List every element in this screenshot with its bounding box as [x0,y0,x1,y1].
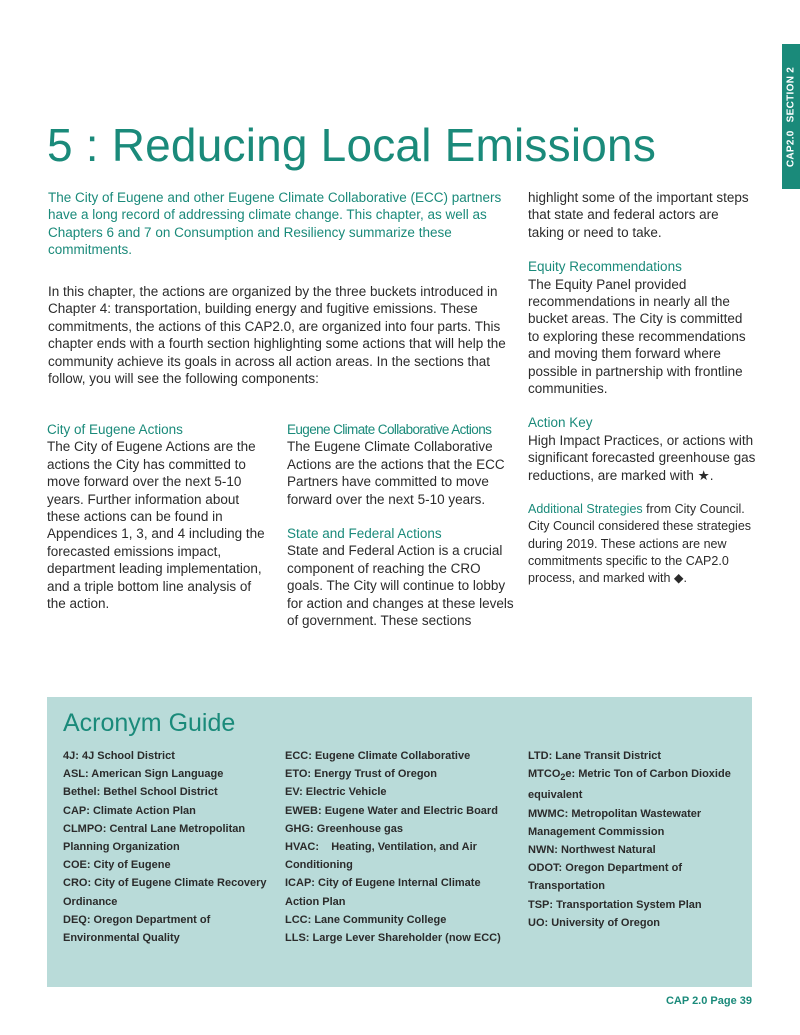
acronym-item: ECC: Eugene Climate Collaborative [285,750,471,762]
page-title: 5 : Reducing Local Emissions [47,119,657,171]
acronym-guide [47,697,752,987]
acronym-item: EWEB: Eugene Water and Electric Board [285,804,498,817]
acronym-item: TSP: Transportation System Plan [528,898,702,911]
equity-heading: Equity Recommendations [528,259,682,275]
acronym-item: CLMPO: Central Lane Metropolitan Planning Organization [63,822,246,854]
state-federal-text: State and Federal Action is a crucial component of reaching the CRO goals. The City will continue to lobby for action and changes at these levels of government. These sections [287,543,514,629]
equity-text: The Equity Panel provided recommendations in nearly all the bucket areas. The City is committed to exploring these recommendations and moving them forward where possible in partnership with frontline communities. [528,276,746,397]
column-right [528,189,756,587]
star-icon: ★ [697,467,710,483]
acronym-item: 4J: 4J School District [63,750,175,762]
ecc-actions-text: The Eugene Climate Collaborative Actions are the actions that the ECC Partners have committed to move forward over the next 5-10 years. [287,439,505,507]
acronym-item: CRO: City of Eugene Climate Recovery Ordinance [63,877,267,908]
intro-paragraph: The City of Eugene and other Eugene Climate Collaborative (ECC) partners have a long record of addressing climate change. This chapter, as well as Chapters 6 and 7 on Consumption and Resiliency summarize these commitments. [48,190,502,258]
acronym-item: DEQ: Oregon Department of Environmental Quality [63,913,211,945]
acronym-item: EV: Electric Vehicle [285,786,387,799]
action-key-text: High Impact Practices, or actions with significant forecasted greenhouse gas reductions, are marked with ★. [528,432,756,483]
additional-strategies-heading: Additional Strategies [528,502,643,517]
section-tab-label [786,62,797,170]
city-actions-heading: City of Eugene Actions [47,422,183,437]
ecc-actions-heading: Eugene Climate Collaborative Actions [287,422,492,437]
column-city-actions [47,421,269,612]
acronym-column-3 [528,747,743,932]
acronym-column-1 [63,747,273,947]
section-tab-doc: CAP2.0 [785,129,797,167]
city-actions-text: The City of Eugene Actions are the actions the City has committed to move forward over the next 5-10 years. Further information about these actions can be found in Appendices 1, 3, and 4 including the forecasted emissions impact, department leading implementation, and a triple bottom line analysis of the action. [47,439,265,612]
column-ecc-actions [287,421,515,629]
acronym-item: CAP: Climate Action Plan [63,804,196,817]
acronym-guide-title: Acronym Guide [63,709,236,737]
acronym-item: ASL: American Sign Language [63,768,224,781]
acronym-column-2 [285,747,517,947]
acronym-item: NWN: Northwest Natural [528,844,656,857]
acronym-item-mtco2: $MTCO_2e$: Metric Ton of Carbon Dioxide equivalent [528,768,731,802]
body-paragraph: In this chapter, the actions are organized by the three buckets introduced in Chapter 4: transportation, building energy and fugitive emissions. These commitments, the actions of this CAP2.0, are organized into four parts. This chapter ends with a fourth section highlighting some actions that will help the community achieve its goals in across all action areas. In the sections that follow, you will see the following components: [48,284,506,387]
action-key-heading: Action Key [528,415,593,431]
diamond-icon: ◆ [673,570,684,585]
acronym-item: HVAC: Heating, Ventilation, and Air Conditioning [285,841,480,872]
acronym-item: GHG: Greenhouse gas [285,822,403,835]
acronym-item: LTD: Lane Transit District [528,750,662,762]
acronym-item: ODOT: Oregon Department of Transportation [528,862,683,893]
acronym-item: LLS: Large Lever Shareholder (now ECC) [285,932,501,945]
acronym-item: ETO: Energy Trust of Oregon [285,768,437,781]
page-number: CAP 2.0 Page 39 [665,995,752,1007]
section-tab [782,44,800,189]
acronym-item: UO: University of Oregon [528,916,661,929]
acronym-item: COE: City of Eugene [63,859,171,872]
acronym-item: LCC: Lane Community College [285,913,447,926]
state-federal-heading: State and Federal Actions [287,526,442,542]
acronym-item: ICAP: City of Eugene Internal Climate Action Plan [285,877,481,908]
section-tab-section: SECTION 2 [785,66,797,122]
state-federal-continued: highlight some of the important steps that state and federal actors are taking or need to take. [528,190,749,240]
acronym-item: Bethel: Bethel School District [63,786,218,799]
acronym-item: MWMC: Metropolitan Wastewater Management Commission [528,807,702,838]
additional-strategies-text: Additional Strategies from City Council. City Council considered these strategies during 2019. These actions are new commitments specific to the CAP2.0 process, and marked with ◆. [528,502,752,585]
